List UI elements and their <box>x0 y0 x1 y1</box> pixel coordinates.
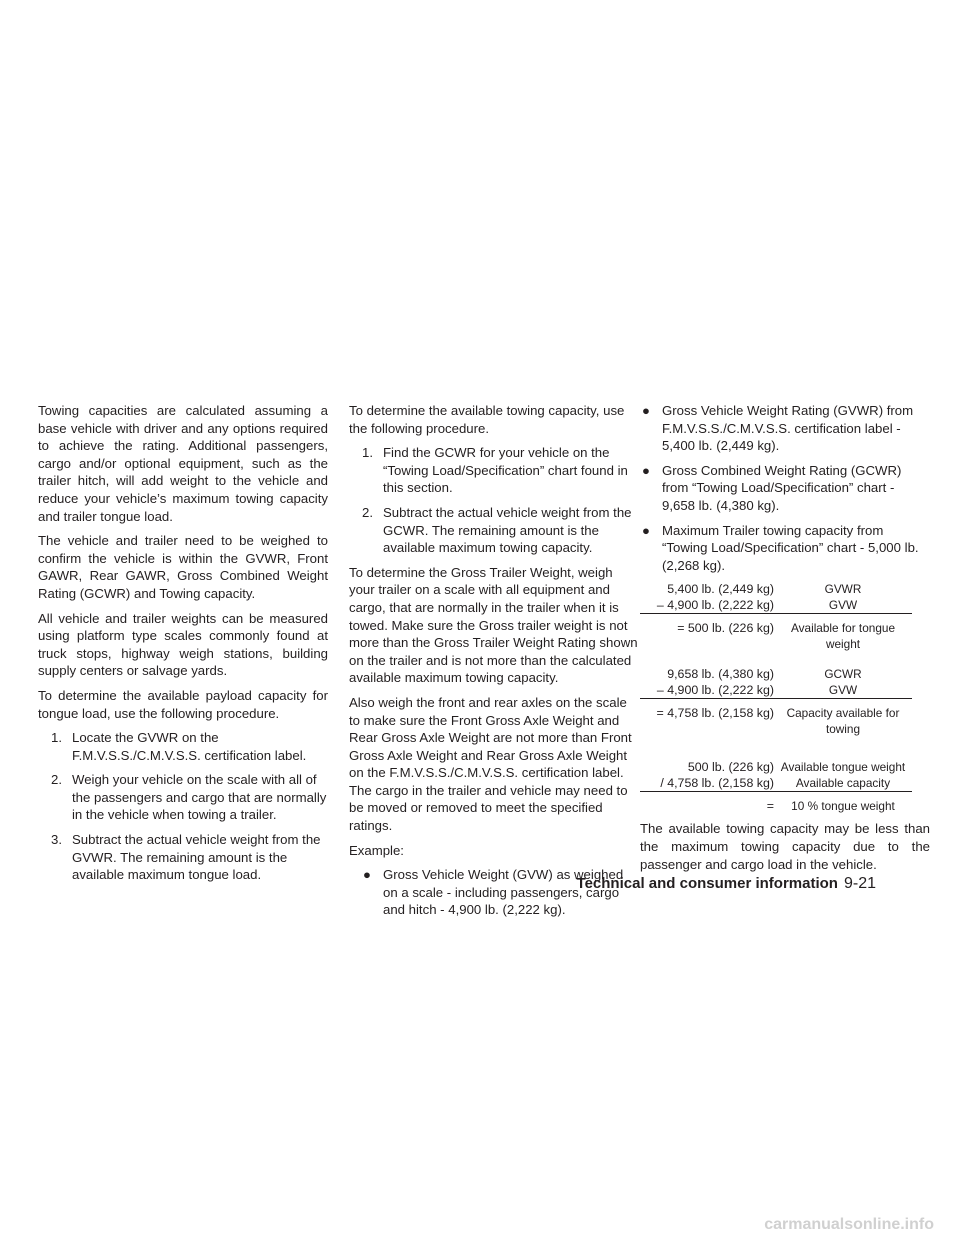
calc-row <box>640 666 930 682</box>
calc-value: = 4,758 lb. (2,158 kg) <box>656 706 774 721</box>
bullet-text: Gross Vehicle Weight (GVW) as weighed on a scale - including passengers, cargo and hitch - 4,900 lb. (2,222 kg). <box>383 867 624 918</box>
calc-row <box>640 620 930 652</box>
tongue-percentage-calculation <box>640 759 930 814</box>
step-number: 1. <box>51 730 62 746</box>
calc-value: = 500 lb. (226 kg) <box>677 621 774 636</box>
list-item <box>640 462 930 515</box>
paragraph-scales: All vehicle and trailer weights can be measured using platform type scales commonly found at truck stops, highway weigh stations, building supply centers or salvage yards. <box>38 610 328 679</box>
page-number: 9-21 <box>843 875 876 892</box>
paragraph-towing-intro: To determine the available towing capacity, use the following procedure. <box>349 403 625 436</box>
list-item <box>640 402 930 455</box>
calc-value: – 4,900 lb. (2,222 kg) <box>656 598 774 613</box>
calc-row <box>640 597 930 613</box>
paragraph-gross-trailer-weight: To determine the Gross Trailer Weight, weigh your trailer on a scale with all equipment and cargo, that are normally in the trailer when it is towed. Make sure the Gross trailer weight is not more than the Gross Trailer Weight Rating shown on the trailer and is not more than the calculated available maximum towing capacity. <box>349 564 638 686</box>
step-text: Subtract the actual vehicle weight from the GCWR. The remaining amount is the available maximum towing capacity. <box>383 504 632 556</box>
list-item <box>349 444 639 497</box>
bullet-text: Gross Vehicle Weight Rating (GVWR) from F.M.V.S.S./C.M.V.S.S. certification label - 5,400 lb. (2,449 kg). <box>662 403 914 454</box>
list-item <box>640 522 930 575</box>
calc-value: 500 lb. (226 kg) <box>687 760 774 775</box>
step-number: 2. <box>51 772 62 788</box>
step-text: Locate the GVWR on the F.M.V.S.S./C.M.V.S.S. certification label. <box>72 730 307 763</box>
list-item <box>38 729 328 764</box>
calc-row <box>640 705 930 737</box>
calc-value: = <box>766 799 774 814</box>
step-number: 3. <box>51 832 62 848</box>
calc-value: / 4,758 lb. (2,158 kg) <box>660 776 774 791</box>
step-number: 2. <box>362 504 373 520</box>
watermark: carmanualsonline.info <box>764 1216 934 1233</box>
paragraph-axles: Also weigh the front and rear axles on the scale to make sure the Front Gross Axle Weight and Rear Gross Axle Weight are not more than Front Gross Axle Weight and Rear Gross Axle Weight on the F.M.V.S.S./C.M.V.S.S. certification label. The cargo in the trailer and vehicle may need to be moved or removed to meet the specified ratings. <box>349 694 632 834</box>
calc-row <box>640 682 930 698</box>
towing-capacity-calculation <box>640 666 930 737</box>
calc-row <box>640 798 930 814</box>
list-item <box>38 771 328 824</box>
calc-label: GVW <box>828 598 858 613</box>
calc-label: Available for tongue weight <box>790 621 896 652</box>
calc-value: – 4,900 lb. (2,222 kg) <box>656 683 774 698</box>
calc-label: Capacity available for towing <box>786 706 900 737</box>
section-title: Technical and consumer information <box>576 875 838 892</box>
calc-label: Available tongue weight <box>780 760 906 775</box>
step-text: Find the GCWR for your vehicle on the “Towing Load/Specification” chart found in this section. <box>383 445 628 496</box>
bullet-text: Gross Combined Weight Rating (GCWR) from “Towing Load/Specification” chart - 9,658 lb. (4,380 kg). <box>662 462 902 513</box>
left-column <box>38 402 328 891</box>
step-text: Weigh your vehicle on the scale with all of the passengers and cargo that are normally in the vehicle when towing a trailer. <box>72 772 327 823</box>
bullet-icon: ● <box>642 462 650 478</box>
calc-row <box>640 759 930 775</box>
bullet-icon: ● <box>363 867 371 883</box>
calc-label: GCWR <box>824 667 862 682</box>
list-item <box>38 831 328 884</box>
step-number: 1. <box>362 445 373 461</box>
calc-label: GVW <box>828 683 858 698</box>
page-footer <box>577 875 876 893</box>
paragraph-weigh-vehicle: The vehicle and trailer need to be weighed to confirm the vehicle is within the GVWR, Front GAWR, Rear GAWR, Gross Combined Weight Rating (GCWR) and Towing capacity. <box>38 533 328 601</box>
right-column <box>640 402 930 880</box>
example-label: Example: <box>349 842 404 858</box>
bullet-icon: ● <box>642 403 650 418</box>
calc-value: 9,658 lb. (4,380 kg) <box>667 667 774 682</box>
calc-label: GVWR <box>824 582 862 597</box>
tongue-weight-calculation <box>640 581 930 652</box>
calc-label: 10 % tongue weight <box>791 799 895 814</box>
calc-value: 5,400 lb. (2,449 kg) <box>667 582 774 597</box>
paragraph-payload-intro: To determine the available payload capacity for tongue load, use the following procedure. <box>38 687 328 721</box>
calc-row <box>640 581 930 597</box>
list-item <box>349 504 639 557</box>
step-text: Subtract the actual vehicle weight from the GVWR. The remaining amount is the available maximum tongue load. <box>72 832 321 883</box>
bullet-text: Maximum Trailer towing capacity from “Towing Load/Specification” chart - 5,000 lb. (2,268 kg). <box>662 522 919 573</box>
paragraph-closing: The available towing capacity may be less than the maximum towing capacity due to the passenger and cargo load in the vehicle. <box>640 821 930 872</box>
paragraph-towing-capacities: Towing capacities are calculated assuming a base vehicle with driver and any options required to achieve the rating. Additional passengers, cargo and/or optional equipment, such as the trailer hitch, will add weight to the vehicle and reduce your vehicle’s maximum towing capacity and trailer tongue load. <box>38 403 328 524</box>
calc-label: Available capacity <box>795 776 891 791</box>
calc-row <box>640 775 930 791</box>
middle-column <box>349 402 639 926</box>
bullet-icon: ● <box>642 522 650 538</box>
